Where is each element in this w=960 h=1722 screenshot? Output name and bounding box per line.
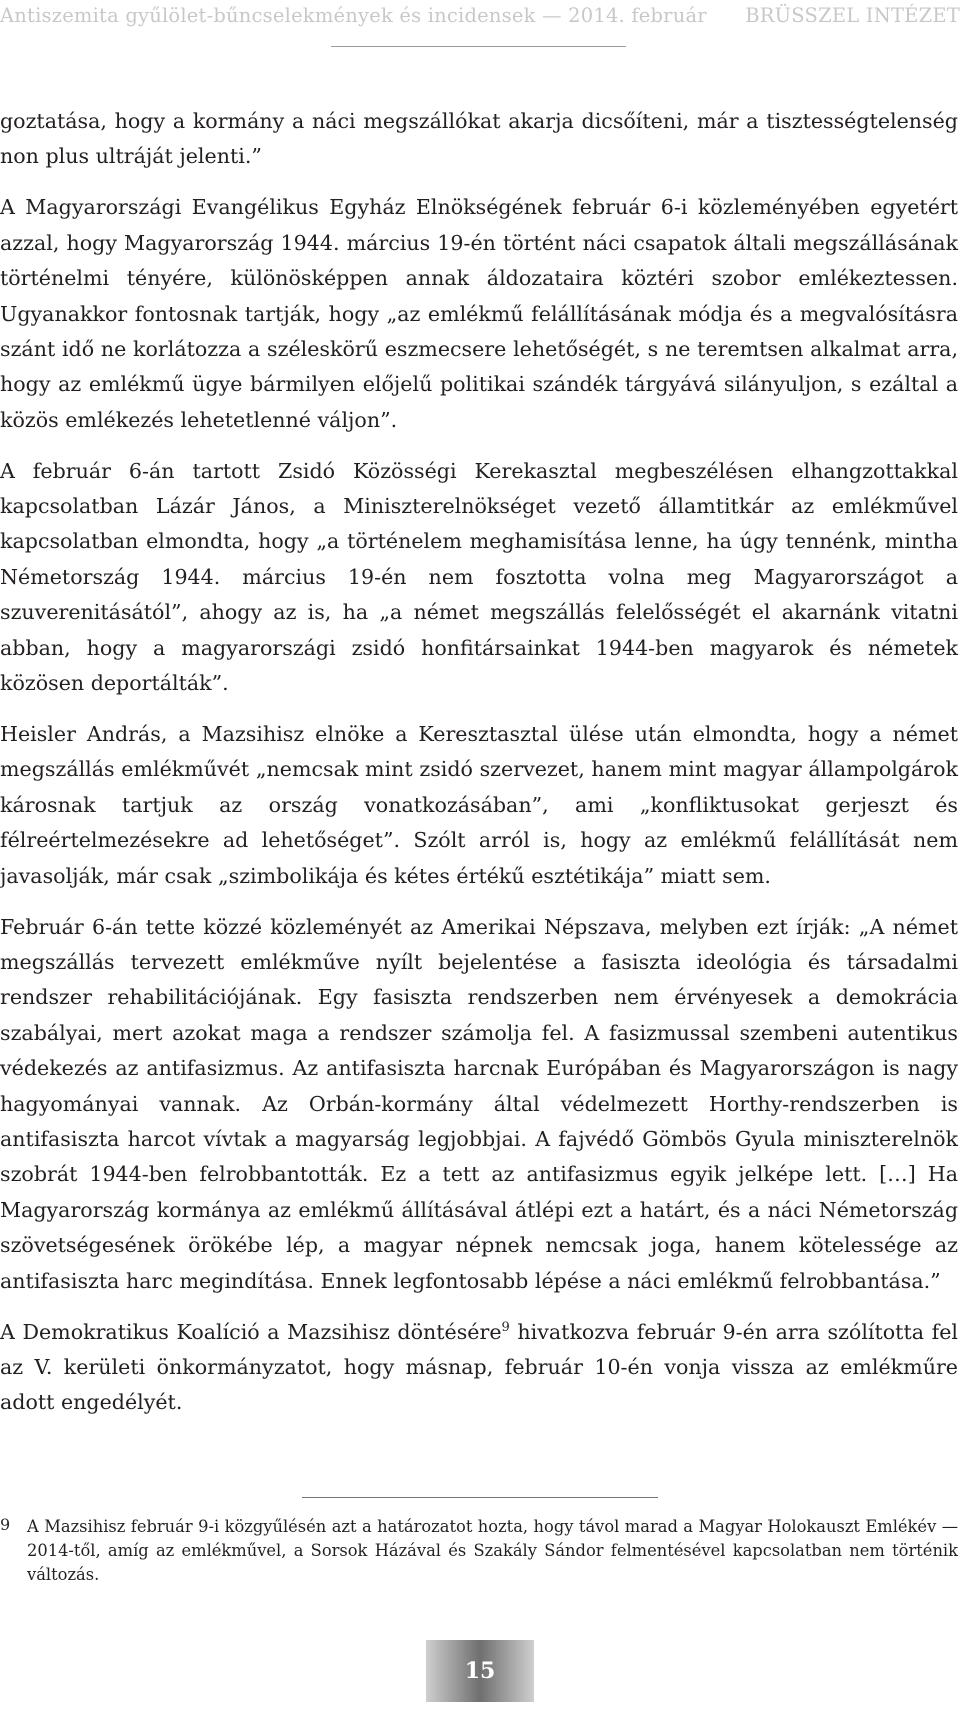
paragraph: Február 6-án tette közzé közleményét az Amerikai Népszava, melyben ezt írják: „A német megszállás tervezett emlékműve nyílt bejelentése a fasiszta ideológia és társadalmi rendszer rehabilitációjának. Egy fasiszta rendszerben nem érvényesek a demokrácia szabályai, mert azokat maga a rendszer számolja fel. A fasizmussal szembeni autentikus védekezés az antifasizmus. Az antifasiszta harcnak Európában és Magyarországon is nagy hagyományai vannak. Az Orbán-kormány által védelmezett Horthy-rendszerben is antifasiszta harcot vívtak a magyarság legjobbjai. A fajvédő Gömbös Gyula miniszterelnök szobrát 1944-ben felrobbantották. Ez a tett az antifasizmus egyik jelképe lett. […] Ha Magyarország kormánya az emlékmű állításával átlépi ezt a határt, és a náci Németország szövetségesének örökébe lép, a magyar népnek nemcsak joga, hanem kötelessége az antifasiszta harc megindítása. Ennek legfontosabb lépése a náci emlékmű felrobbantása.” xyxy=(0,914,958,1293)
footnote-text: A Mazsihisz február 9-i közgyűlésén azt a határozatot hozta, hogy távol marad a Magyar Holokauszt Emlékév — 2014-től, amíg az emlékművel, a Sorsok Házával és Szakály Sándor felmentésével kapcsolatban nem történik változás. xyxy=(27,1517,958,1585)
footnote-reference[interactable]: 9 xyxy=(501,1319,510,1335)
paragraph: A Magyarországi Evangélikus Egyház Elnökségének február 6-i közleményében egyetért azzal, hogy Magyarország 1944. március 19-én történt náci csapatok általi megszállásának történelmi tényére, különösképpen annak áldozataira köztéri szobor emlékeztessen. Ugyanakkor fontosnak tartják, hogy „az emlékmű felállításának módja és a megvalósításra szánt idő ne korlátozza a széleskörű eszmecsere lehetőségét, s ne teremtsen alkalmat arra, hogy az emlékmű ügye bármilyen előjelű politikai szándék tárgyává silányuljon, s ezáltal a közös emlékezés lehetetlenné váljon”. xyxy=(0,195,958,432)
paragraph xyxy=(0,1315,958,1421)
article-body xyxy=(0,104,958,1436)
paragraph: goztatása, hogy a kormány a náci megszállókat akarja dicsőíteni, már a tisztességtelenség non plus ultráját jelenti.” xyxy=(0,109,958,169)
footnote-number: 9 xyxy=(0,1515,11,1534)
header-publisher: BRÜSSZEL INTÉZET xyxy=(745,4,960,27)
footnote xyxy=(0,1515,958,1588)
footnote-divider xyxy=(302,1497,658,1498)
paragraph: Heisler András, a Mazsihisz elnöke a Keresztasztal ülése után elmondta, hogy a német megszállás emlékművét „nemcsak mint zsidó szervezet, hanem mint magyar állampolgárok károsnak tartjuk az ország vonatkozásában”, ami „konfliktusokat gerjeszt és félreértelmezésekre ad lehetőséget”. Szólt arról is, hogy az emlékmű felállítását nem javasolják, már csak „szimbolikája és kétes értékű esztétikája” miatt sem. xyxy=(0,722,958,888)
paragraph-text: hivatkozva február 9-én arra szólította fel az V. kerületi önkormányzatot, hogy másnap, február 10-én vonja vissza az emlékműre adott engedélyét. xyxy=(0,1319,958,1415)
header-divider xyxy=(331,46,626,47)
page-number: 15 xyxy=(464,1658,496,1684)
paragraph: A február 6-án tartott Zsidó Közösségi Kerekasztal megbeszélésen elhangzottakkal kapcsolatban Lázár János, a Miniszterelnökséget vezető államtitkár az emlékművel kapcsolatban elmondta, hogy „a történelem meghamisítása lenne, ha úgy tennénk, mintha Németország 1944. március 19-én nem fosztotta volna meg Magyarországot a szuverenitásától”, ahogy az is, ha „a német megszállás felelősségét el akarnánk vitatni abban, hogy a magyarországi zsidó honfitársainkat 1944-ben magyarok és németek közösen deportálták”. xyxy=(0,458,958,696)
page-number-box xyxy=(426,1640,534,1702)
paragraph-text: A Demokratikus Koalíció a Mazsihisz döntésére xyxy=(0,1319,502,1344)
header-title: Antiszemita gyűlölet-bűncselekmények és incidensek — 2014. február xyxy=(0,4,707,27)
running-header xyxy=(0,4,960,32)
